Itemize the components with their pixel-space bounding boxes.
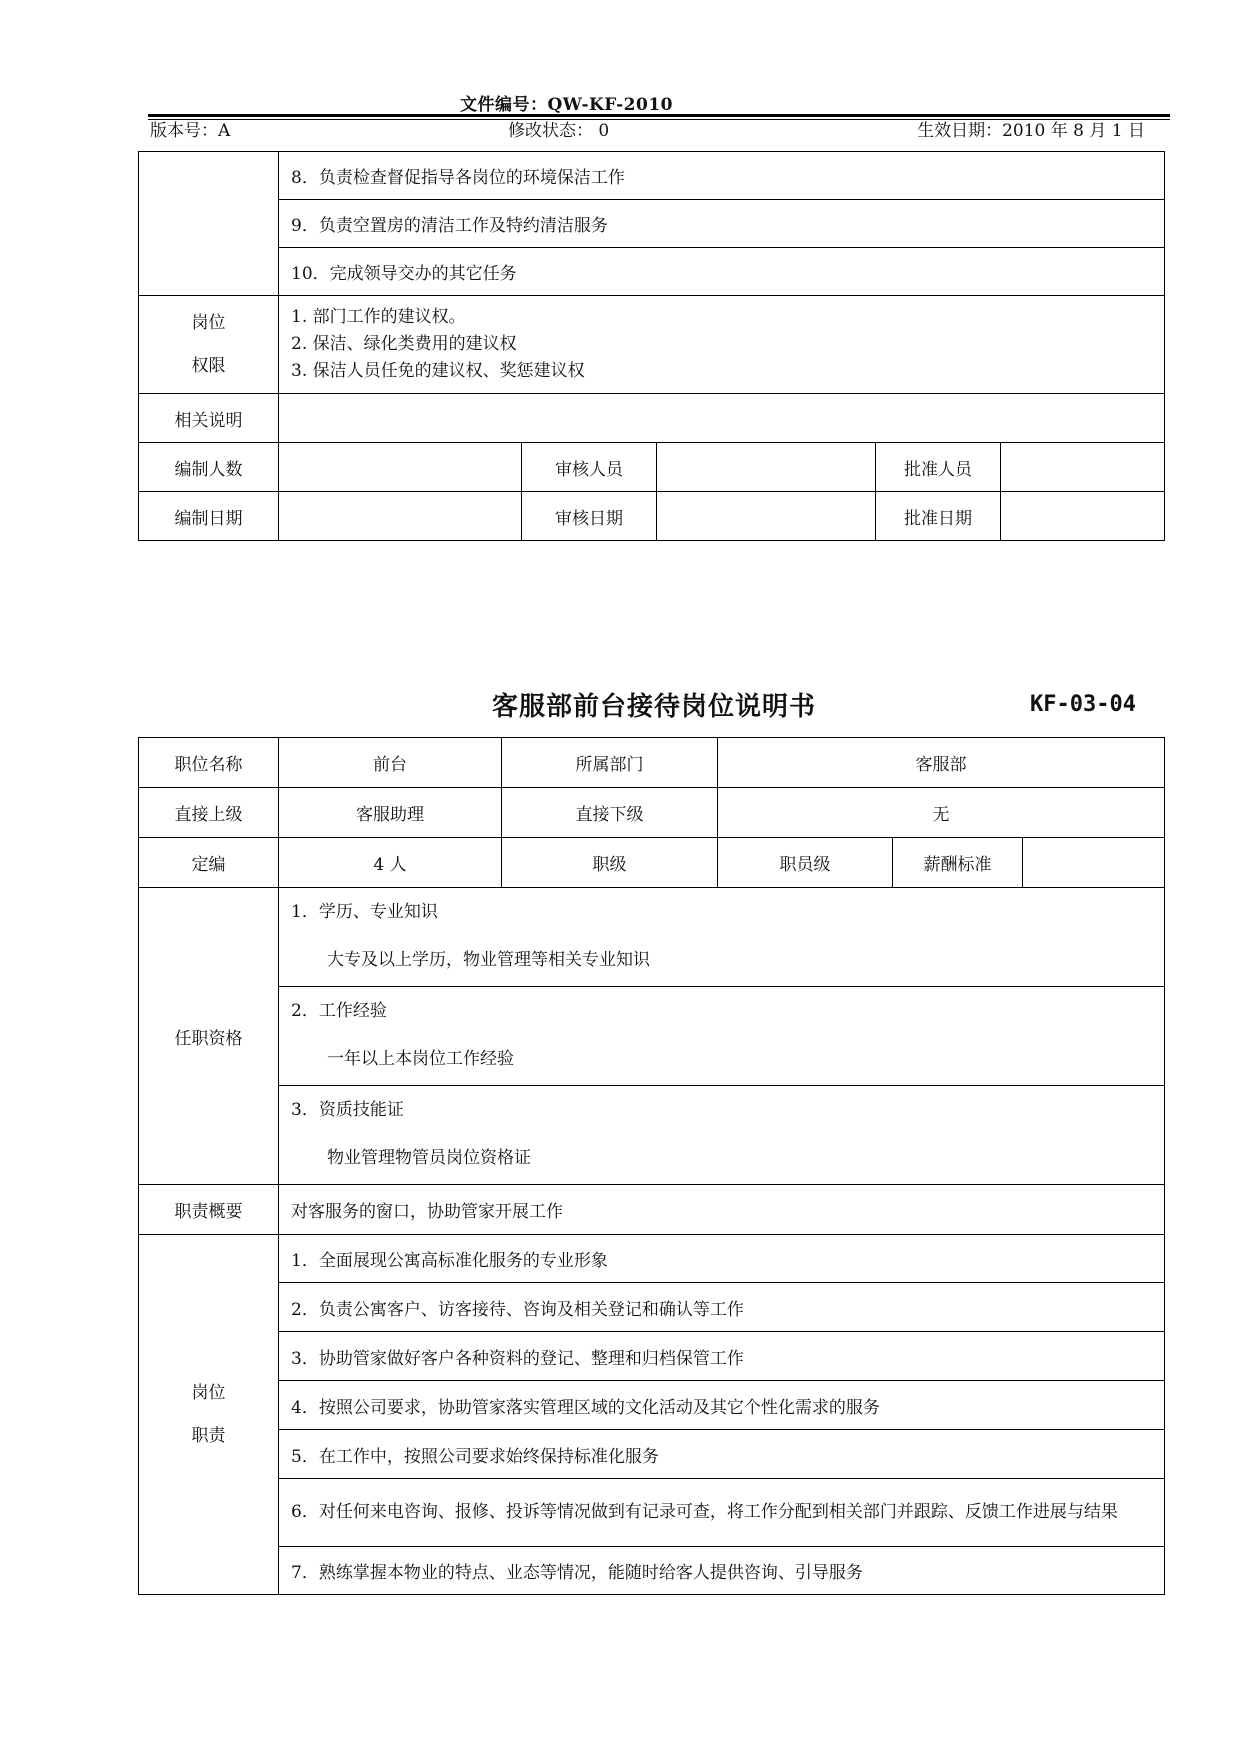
prepared-date-label: 编制日期 bbox=[139, 492, 279, 541]
duties-label bbox=[139, 1235, 279, 1595]
notes-value bbox=[279, 394, 1165, 443]
duty-item: 3．协助管家做好客户各种资料的登记、整理和归档保管工作 bbox=[279, 1332, 1165, 1381]
notes-label: 相关说明 bbox=[139, 394, 279, 443]
duty-item: 6．对任何来电咨询、报修、投诉等情况做到有记录可查，将工作分配到相关部门并跟踪、反馈工作进展与结果 bbox=[279, 1479, 1165, 1547]
version-text: 版本号：A bbox=[150, 121, 231, 141]
approver-label: 批准人员 bbox=[876, 443, 1001, 492]
qualification-detail: 物业管理物管员岗位资格证 bbox=[327, 1148, 531, 1168]
doc-code: 文件编号：QW-KF-2010 bbox=[460, 95, 673, 115]
summary-label: 职责概要 bbox=[139, 1185, 279, 1235]
qualification-label: 任职资格 bbox=[139, 888, 279, 1185]
prepared-by-label: 编制人数 bbox=[139, 443, 279, 492]
reviewer-value bbox=[657, 443, 876, 492]
review-date-label: 审核日期 bbox=[522, 492, 657, 541]
qualification-detail: 一年以上本岗位工作经验 bbox=[327, 1049, 514, 1069]
position-name-value: 前台 bbox=[279, 738, 502, 788]
headcount-label: 定编 bbox=[139, 838, 279, 888]
duties-label-cell bbox=[139, 152, 279, 296]
qualification-item bbox=[279, 888, 1165, 987]
authority-label-line: 岗位 bbox=[191, 312, 226, 333]
section-title: 客服部前台接待岗位说明书 bbox=[492, 692, 817, 722]
dept-label: 所属部门 bbox=[502, 738, 718, 788]
prepared-by-value bbox=[279, 443, 522, 492]
position-name-label: 职位名称 bbox=[139, 738, 279, 788]
revision-text: 修改状态： 0 bbox=[508, 121, 610, 141]
qualification-item bbox=[279, 1086, 1165, 1185]
qualification-title: 1．学历、专业知识 bbox=[291, 902, 438, 923]
front-desk-table bbox=[138, 737, 1165, 1595]
grade-value: 职员级 bbox=[718, 838, 893, 888]
summary-value: 对客服务的窗口，协助管家开展工作 bbox=[279, 1185, 1165, 1235]
authority-items bbox=[279, 296, 1165, 394]
authority-label bbox=[139, 296, 279, 394]
subordinate-label: 直接下级 bbox=[502, 788, 718, 838]
qualification-title: 3．资质技能证 bbox=[291, 1100, 404, 1121]
approve-date-label: 批准日期 bbox=[876, 492, 1001, 541]
effective-date-text: 生效日期：2010 年 8 月 1 日 bbox=[917, 121, 1145, 141]
reviewer-label: 审核人员 bbox=[522, 443, 657, 492]
duty-item: 1．全面展现公寓高标准化服务的专业形象 bbox=[279, 1235, 1165, 1283]
superior-label: 直接上级 bbox=[139, 788, 279, 838]
subordinate-value: 无 bbox=[718, 788, 1165, 838]
cleaning-supervisor-table bbox=[138, 151, 1165, 541]
grade-label: 职级 bbox=[502, 838, 718, 888]
prepared-date-value bbox=[279, 492, 522, 541]
salary-label: 薪酬标准 bbox=[893, 838, 1023, 888]
authority-item: 1. 部门工作的建议权。 bbox=[291, 306, 466, 327]
duties-label-line: 职责 bbox=[191, 1425, 226, 1446]
approver-value bbox=[1001, 443, 1165, 492]
authority-item: 2. 保洁、绿化类费用的建议权 bbox=[291, 333, 517, 354]
duty-item: 9．负责空置房的清洁工作及特约清洁服务 bbox=[279, 200, 1165, 248]
dept-value: 客服部 bbox=[718, 738, 1165, 788]
qualification-item bbox=[279, 987, 1165, 1086]
superior-value: 客服助理 bbox=[279, 788, 502, 838]
duty-item: 7．熟练掌握本物业的特点、业态等情况，能随时给客人提供咨询、引导服务 bbox=[279, 1547, 1165, 1595]
qualification-title: 2．工作经验 bbox=[291, 1001, 387, 1022]
authority-item: 3. 保洁人员任免的建议权、奖惩建议权 bbox=[291, 361, 585, 382]
qualification-detail: 大专及以上学历，物业管理等相关专业知识 bbox=[327, 950, 650, 970]
duty-item: 4．按照公司要求，协助管家落实管理区域的文化活动及其它个性化需求的服务 bbox=[279, 1381, 1165, 1430]
duty-item: 8．负责检查督促指导各岗位的环境保洁工作 bbox=[279, 152, 1165, 200]
salary-value bbox=[1023, 838, 1165, 888]
duty-item: 5．在工作中，按照公司要求始终保持标准化服务 bbox=[279, 1430, 1165, 1479]
authority-label-line: 权限 bbox=[191, 355, 226, 376]
review-date-value bbox=[657, 492, 876, 541]
duty-item: 2．负责公寓客户、访客接待、咨询及相关登记和确认等工作 bbox=[279, 1283, 1165, 1332]
headcount-value: 4 人 bbox=[279, 838, 502, 888]
section-code: KF-03-04 bbox=[1030, 692, 1136, 717]
duty-item: 10．完成领导交办的其它任务 bbox=[279, 248, 1165, 296]
duties-label-line: 岗位 bbox=[191, 1382, 226, 1403]
approve-date-value bbox=[1001, 492, 1165, 541]
